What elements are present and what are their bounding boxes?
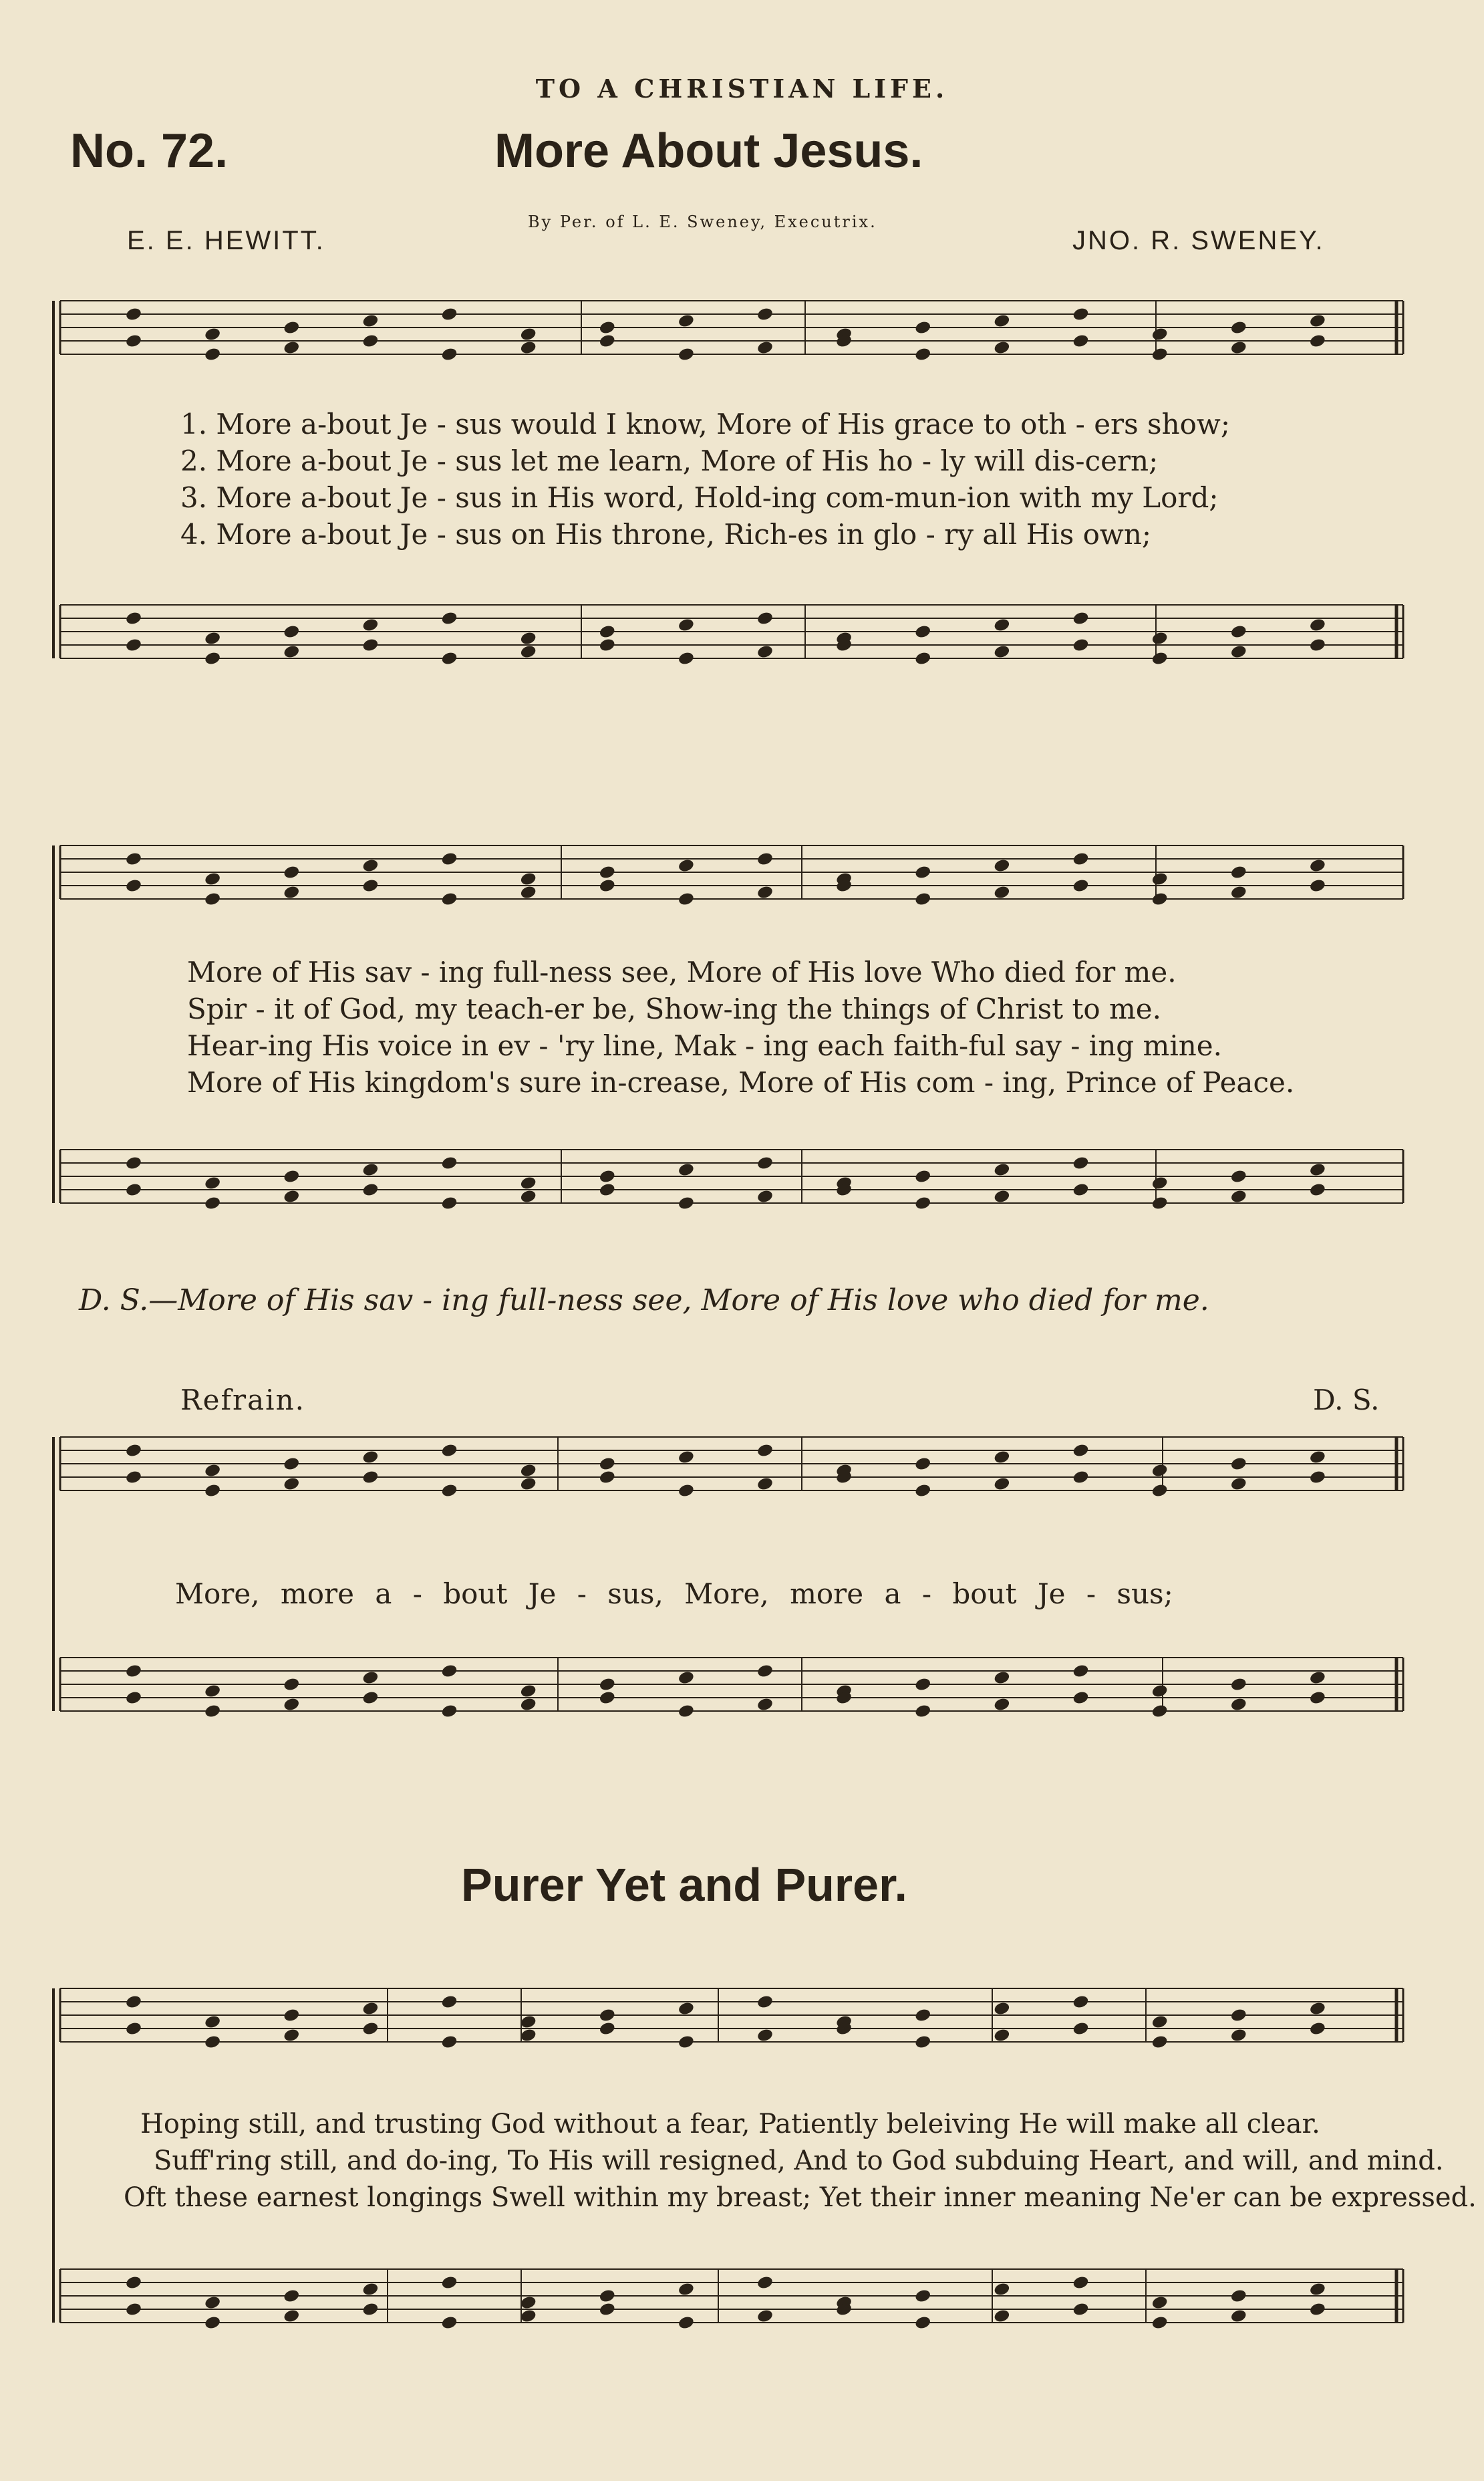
note-head xyxy=(204,631,221,646)
note-head xyxy=(1151,347,1169,362)
note-head xyxy=(756,644,774,660)
note-head xyxy=(599,624,616,640)
note-head xyxy=(520,1684,537,1699)
note-head xyxy=(756,307,774,322)
note-head xyxy=(678,651,695,666)
note-head xyxy=(756,1994,774,2010)
note-head xyxy=(914,1704,931,1719)
note-head xyxy=(1072,878,1089,894)
note-head xyxy=(993,1476,1010,1492)
note-head xyxy=(599,320,616,336)
note-head xyxy=(204,1704,221,1719)
note-head xyxy=(1072,334,1089,349)
note-head xyxy=(204,1463,221,1478)
note-head xyxy=(993,644,1010,660)
note-head xyxy=(1151,327,1169,342)
note-head xyxy=(1072,638,1089,653)
note-head xyxy=(125,334,142,349)
note-head xyxy=(440,2035,458,2050)
note-head xyxy=(283,340,300,356)
note-head xyxy=(283,885,300,900)
note-head xyxy=(1309,313,1326,329)
note-head xyxy=(1230,2008,1247,2023)
note-head xyxy=(204,2315,221,2331)
note-head xyxy=(599,334,616,349)
note-head xyxy=(993,1697,1010,1712)
note-head xyxy=(204,651,221,666)
note-head xyxy=(204,2295,221,2311)
note-head xyxy=(914,320,931,336)
note-head xyxy=(993,1162,1010,1178)
note-head xyxy=(756,885,774,900)
note-head xyxy=(125,1182,142,1198)
verse-1-line-a: 1. More a-bout Je - sus would I know, More of His grace to oth - ers show; xyxy=(180,408,1231,440)
note-head xyxy=(1230,340,1247,356)
note-head xyxy=(361,2282,379,2297)
note-head xyxy=(993,2001,1010,2016)
note-head xyxy=(1151,1196,1169,1211)
note-head xyxy=(520,1189,537,1204)
note-head xyxy=(1230,644,1247,660)
note-head xyxy=(361,1162,379,1178)
note-head xyxy=(1151,2035,1169,2050)
note-head xyxy=(1309,2001,1326,2016)
note-head xyxy=(993,1670,1010,1686)
note-head xyxy=(520,1176,537,1191)
note-head xyxy=(440,651,458,666)
note-head xyxy=(914,892,931,907)
note-head xyxy=(520,1697,537,1712)
note-head xyxy=(283,1677,300,1692)
note-head xyxy=(914,347,931,362)
note-head xyxy=(1309,2021,1326,2037)
note-head xyxy=(599,1182,616,1198)
note-head xyxy=(756,1189,774,1204)
note-head xyxy=(440,1664,458,1679)
note-head xyxy=(756,340,774,356)
note-head xyxy=(125,1690,142,1706)
note-head xyxy=(361,878,379,894)
note-head xyxy=(440,1156,458,1171)
note-head xyxy=(678,1162,695,1178)
note-head xyxy=(599,2289,616,2304)
note-head xyxy=(204,327,221,342)
note-head xyxy=(599,638,616,653)
note-head xyxy=(1230,2028,1247,2043)
note-head xyxy=(914,1483,931,1498)
note-head xyxy=(756,1697,774,1712)
note-head xyxy=(1230,320,1247,336)
note-head xyxy=(1151,631,1169,646)
note-head xyxy=(204,1176,221,1191)
verse-3-line-a: 3. More a-bout Je - sus in His word, Hold-ing com-mun-ion with my Lord; xyxy=(180,481,1219,514)
note-head xyxy=(756,2028,774,2043)
note-head xyxy=(1309,1670,1326,1686)
note-head xyxy=(678,892,695,907)
note-head xyxy=(599,878,616,894)
note-head xyxy=(599,2302,616,2317)
note-head xyxy=(440,307,458,322)
note-head xyxy=(993,1450,1010,1465)
note-head xyxy=(125,638,142,653)
hymn2-line-1: Hoping still, and trusting God without a fear, Patiently beleiving He will make all clear. xyxy=(140,2109,1320,2139)
note-head xyxy=(204,1483,221,1498)
note-head xyxy=(520,2014,537,2030)
note-head xyxy=(361,858,379,874)
note-head xyxy=(599,1456,616,1472)
note-head xyxy=(361,2302,379,2317)
note-head xyxy=(756,852,774,867)
note-head xyxy=(1230,2289,1247,2304)
note-head xyxy=(993,340,1010,356)
note-head xyxy=(204,1196,221,1211)
note-head xyxy=(361,2021,379,2037)
note-head xyxy=(361,638,379,653)
note-head xyxy=(993,2282,1010,2297)
note-head xyxy=(914,865,931,880)
note-head xyxy=(1151,2315,1169,2331)
note-head xyxy=(283,2028,300,2043)
note-head xyxy=(125,2021,142,2037)
note-head xyxy=(678,1196,695,1211)
note-head xyxy=(993,313,1010,329)
section-heading: TO A CHRISTIAN LIFE. xyxy=(535,74,949,104)
note-head xyxy=(204,892,221,907)
note-head xyxy=(125,852,142,867)
note-head xyxy=(993,885,1010,900)
verse-2-line-a: 2. More a-bout Je - sus let me learn, More of His ho - ly will dis-cern; xyxy=(180,444,1159,477)
note-head xyxy=(1309,1450,1326,1465)
note-head xyxy=(204,2014,221,2030)
note-head xyxy=(1072,2302,1089,2317)
note-head xyxy=(520,631,537,646)
note-head xyxy=(914,1456,931,1472)
note-head xyxy=(1072,1690,1089,1706)
note-head xyxy=(125,2302,142,2317)
note-head xyxy=(756,1476,774,1492)
note-head xyxy=(599,2021,616,2037)
note-head xyxy=(1309,2302,1326,2317)
note-head xyxy=(1151,1176,1169,1191)
note-head xyxy=(1151,1463,1169,1478)
note-head xyxy=(678,858,695,874)
note-head xyxy=(914,2289,931,2304)
note-head xyxy=(1072,1664,1089,1679)
note-head xyxy=(361,1182,379,1198)
note-head xyxy=(125,1994,142,2010)
note-head xyxy=(599,1690,616,1706)
note-head xyxy=(993,2028,1010,2043)
note-head xyxy=(440,1483,458,1498)
note-head xyxy=(678,1450,695,1465)
note-head xyxy=(520,340,537,356)
da-segno-line: D. S.—More of His sav - ing full-ness see, More of His love who died for me. xyxy=(79,1283,1209,1317)
note-head xyxy=(1072,1470,1089,1485)
note-head xyxy=(756,1443,774,1458)
note-head xyxy=(204,347,221,362)
note-head xyxy=(204,1684,221,1699)
note-head xyxy=(1309,1470,1326,1485)
note-head xyxy=(678,1704,695,1719)
note-head xyxy=(520,644,537,660)
note-head xyxy=(440,1994,458,2010)
note-head xyxy=(283,1169,300,1184)
note-head xyxy=(1151,2014,1169,2030)
note-head xyxy=(914,1169,931,1184)
note-head xyxy=(678,2035,695,2050)
note-head xyxy=(914,624,931,640)
note-head xyxy=(440,852,458,867)
note-head xyxy=(678,2282,695,2297)
note-head xyxy=(125,2275,142,2291)
note-head xyxy=(993,1189,1010,1204)
note-head xyxy=(1309,2282,1326,2297)
note-head xyxy=(125,1664,142,1679)
note-head xyxy=(204,2035,221,2050)
note-head xyxy=(1151,1704,1169,1719)
note-head xyxy=(283,1476,300,1492)
note-head xyxy=(914,1677,931,1692)
note-head xyxy=(283,2289,300,2304)
note-head xyxy=(993,2309,1010,2324)
note-head xyxy=(361,1690,379,1706)
note-head xyxy=(756,611,774,626)
note-head xyxy=(520,1476,537,1492)
note-head xyxy=(678,313,695,329)
note-head xyxy=(361,1670,379,1686)
note-head xyxy=(361,1470,379,1485)
verse-1-line-b: More of His sav - ing full-ness see, More of His love Who died for me. xyxy=(187,956,1177,989)
verse-4-line-b: More of His kingdom's sure in-crease, More of His com - ing, Prince of Peace. xyxy=(187,1066,1295,1099)
note-head xyxy=(1309,858,1326,874)
composer: JNO. R. SWENEY. xyxy=(1072,226,1325,255)
da-segno-mark: D. S. xyxy=(1313,1384,1380,1416)
note-head xyxy=(993,858,1010,874)
note-head xyxy=(678,2315,695,2331)
note-head xyxy=(1309,1182,1326,1198)
note-head xyxy=(1230,1697,1247,1712)
note-head xyxy=(520,327,537,342)
note-head xyxy=(520,2295,537,2311)
note-head xyxy=(1072,852,1089,867)
note-head xyxy=(914,2035,931,2050)
note-head xyxy=(1230,865,1247,880)
note-head xyxy=(1309,618,1326,633)
note-head xyxy=(520,2028,537,2043)
note-head xyxy=(678,2001,695,2016)
note-head xyxy=(125,1443,142,1458)
verse-2-line-b: Spir - it of God, my teach-er be, Show-ing the things of Christ to me. xyxy=(187,993,1162,1025)
note-head xyxy=(361,1450,379,1465)
note-head xyxy=(756,1664,774,1679)
note-head xyxy=(914,2008,931,2023)
note-head xyxy=(599,1677,616,1692)
hymn-title: More About Jesus. xyxy=(494,124,923,178)
note-head xyxy=(440,347,458,362)
hymn-number: No. 72. xyxy=(70,124,229,178)
note-head xyxy=(1072,1182,1089,1198)
note-head xyxy=(1309,1162,1326,1178)
note-head xyxy=(678,347,695,362)
refrain-lyric: More, more a - bout Je - sus, More, more a - bout Je - sus; xyxy=(175,1577,1173,1610)
note-head xyxy=(361,313,379,329)
note-head xyxy=(1230,1169,1247,1184)
note-head xyxy=(361,618,379,633)
note-head xyxy=(1230,1677,1247,1692)
note-head xyxy=(1309,334,1326,349)
note-head xyxy=(520,1463,537,1478)
note-head xyxy=(1151,1684,1169,1699)
note-head xyxy=(125,1470,142,1485)
note-head xyxy=(440,892,458,907)
note-head xyxy=(283,1697,300,1712)
note-head xyxy=(599,2008,616,2023)
verse-3-line-b: Hear-ing His voice in ev - 'ry line, Mak - ing each faith-ful say - ing mine. xyxy=(187,1029,1223,1062)
note-head xyxy=(204,872,221,887)
note-head xyxy=(599,865,616,880)
note-head xyxy=(1072,2275,1089,2291)
permission-credit: By Per. of L. E. Sweney, Executrix. xyxy=(528,213,877,231)
note-head xyxy=(1230,1189,1247,1204)
lyricist: E. E. HEWITT. xyxy=(127,226,325,255)
note-head xyxy=(1151,651,1169,666)
note-head xyxy=(1151,872,1169,887)
note-head xyxy=(125,1156,142,1171)
note-head xyxy=(283,2309,300,2324)
note-head xyxy=(520,885,537,900)
note-head xyxy=(361,2001,379,2016)
note-head xyxy=(1230,624,1247,640)
note-head xyxy=(678,1670,695,1686)
note-head xyxy=(440,2315,458,2331)
note-head xyxy=(756,2275,774,2291)
note-head xyxy=(599,1470,616,1485)
hymn2-title: Purer Yet and Purer. xyxy=(461,1859,907,1911)
note-head xyxy=(283,624,300,640)
note-head xyxy=(283,320,300,336)
note-head xyxy=(678,618,695,633)
note-head xyxy=(1309,638,1326,653)
note-head xyxy=(1309,1690,1326,1706)
note-head xyxy=(1309,878,1326,894)
note-head xyxy=(283,865,300,880)
note-head xyxy=(520,2309,537,2324)
note-head xyxy=(125,878,142,894)
note-head xyxy=(756,1156,774,1171)
note-head xyxy=(1072,1443,1089,1458)
note-head xyxy=(283,644,300,660)
note-head xyxy=(914,2315,931,2331)
note-head xyxy=(283,1456,300,1472)
note-head xyxy=(1151,2295,1169,2311)
note-head xyxy=(361,334,379,349)
note-head xyxy=(440,2275,458,2291)
refrain-label: Refrain. xyxy=(180,1384,305,1416)
note-head xyxy=(1230,885,1247,900)
note-head xyxy=(1230,2309,1247,2324)
note-head xyxy=(1230,1476,1247,1492)
note-head xyxy=(283,1189,300,1204)
note-head xyxy=(1072,307,1089,322)
note-head xyxy=(1151,1483,1169,1498)
verse-4-line-a: 4. More a-bout Je - sus on His throne, Rich-es in glo - ry all His own; xyxy=(180,518,1152,551)
hymn2-line-2: Suff'ring still, and do-ing, To His will resigned, And to God subduing Heart, and will, and mind. xyxy=(154,2145,1444,2176)
note-head xyxy=(599,1169,616,1184)
note-head xyxy=(125,611,142,626)
note-head xyxy=(1072,2021,1089,2037)
note-head xyxy=(1230,1456,1247,1472)
note-head xyxy=(440,1443,458,1458)
note-head xyxy=(440,1196,458,1211)
note-head xyxy=(283,2008,300,2023)
note-head xyxy=(914,1196,931,1211)
note-head xyxy=(440,1704,458,1719)
note-head xyxy=(520,872,537,887)
hymn2-line-3: Oft these earnest longings Swell within my breast; Yet their inner meaning Ne'er can be expressed. xyxy=(124,2182,1477,2213)
note-head xyxy=(1072,1994,1089,2010)
note-head xyxy=(440,611,458,626)
note-head xyxy=(914,651,931,666)
note-head xyxy=(125,307,142,322)
note-head xyxy=(756,2309,774,2324)
note-head xyxy=(1072,1156,1089,1171)
note-head xyxy=(993,618,1010,633)
note-head xyxy=(1072,611,1089,626)
note-head xyxy=(1151,892,1169,907)
note-head xyxy=(678,1483,695,1498)
